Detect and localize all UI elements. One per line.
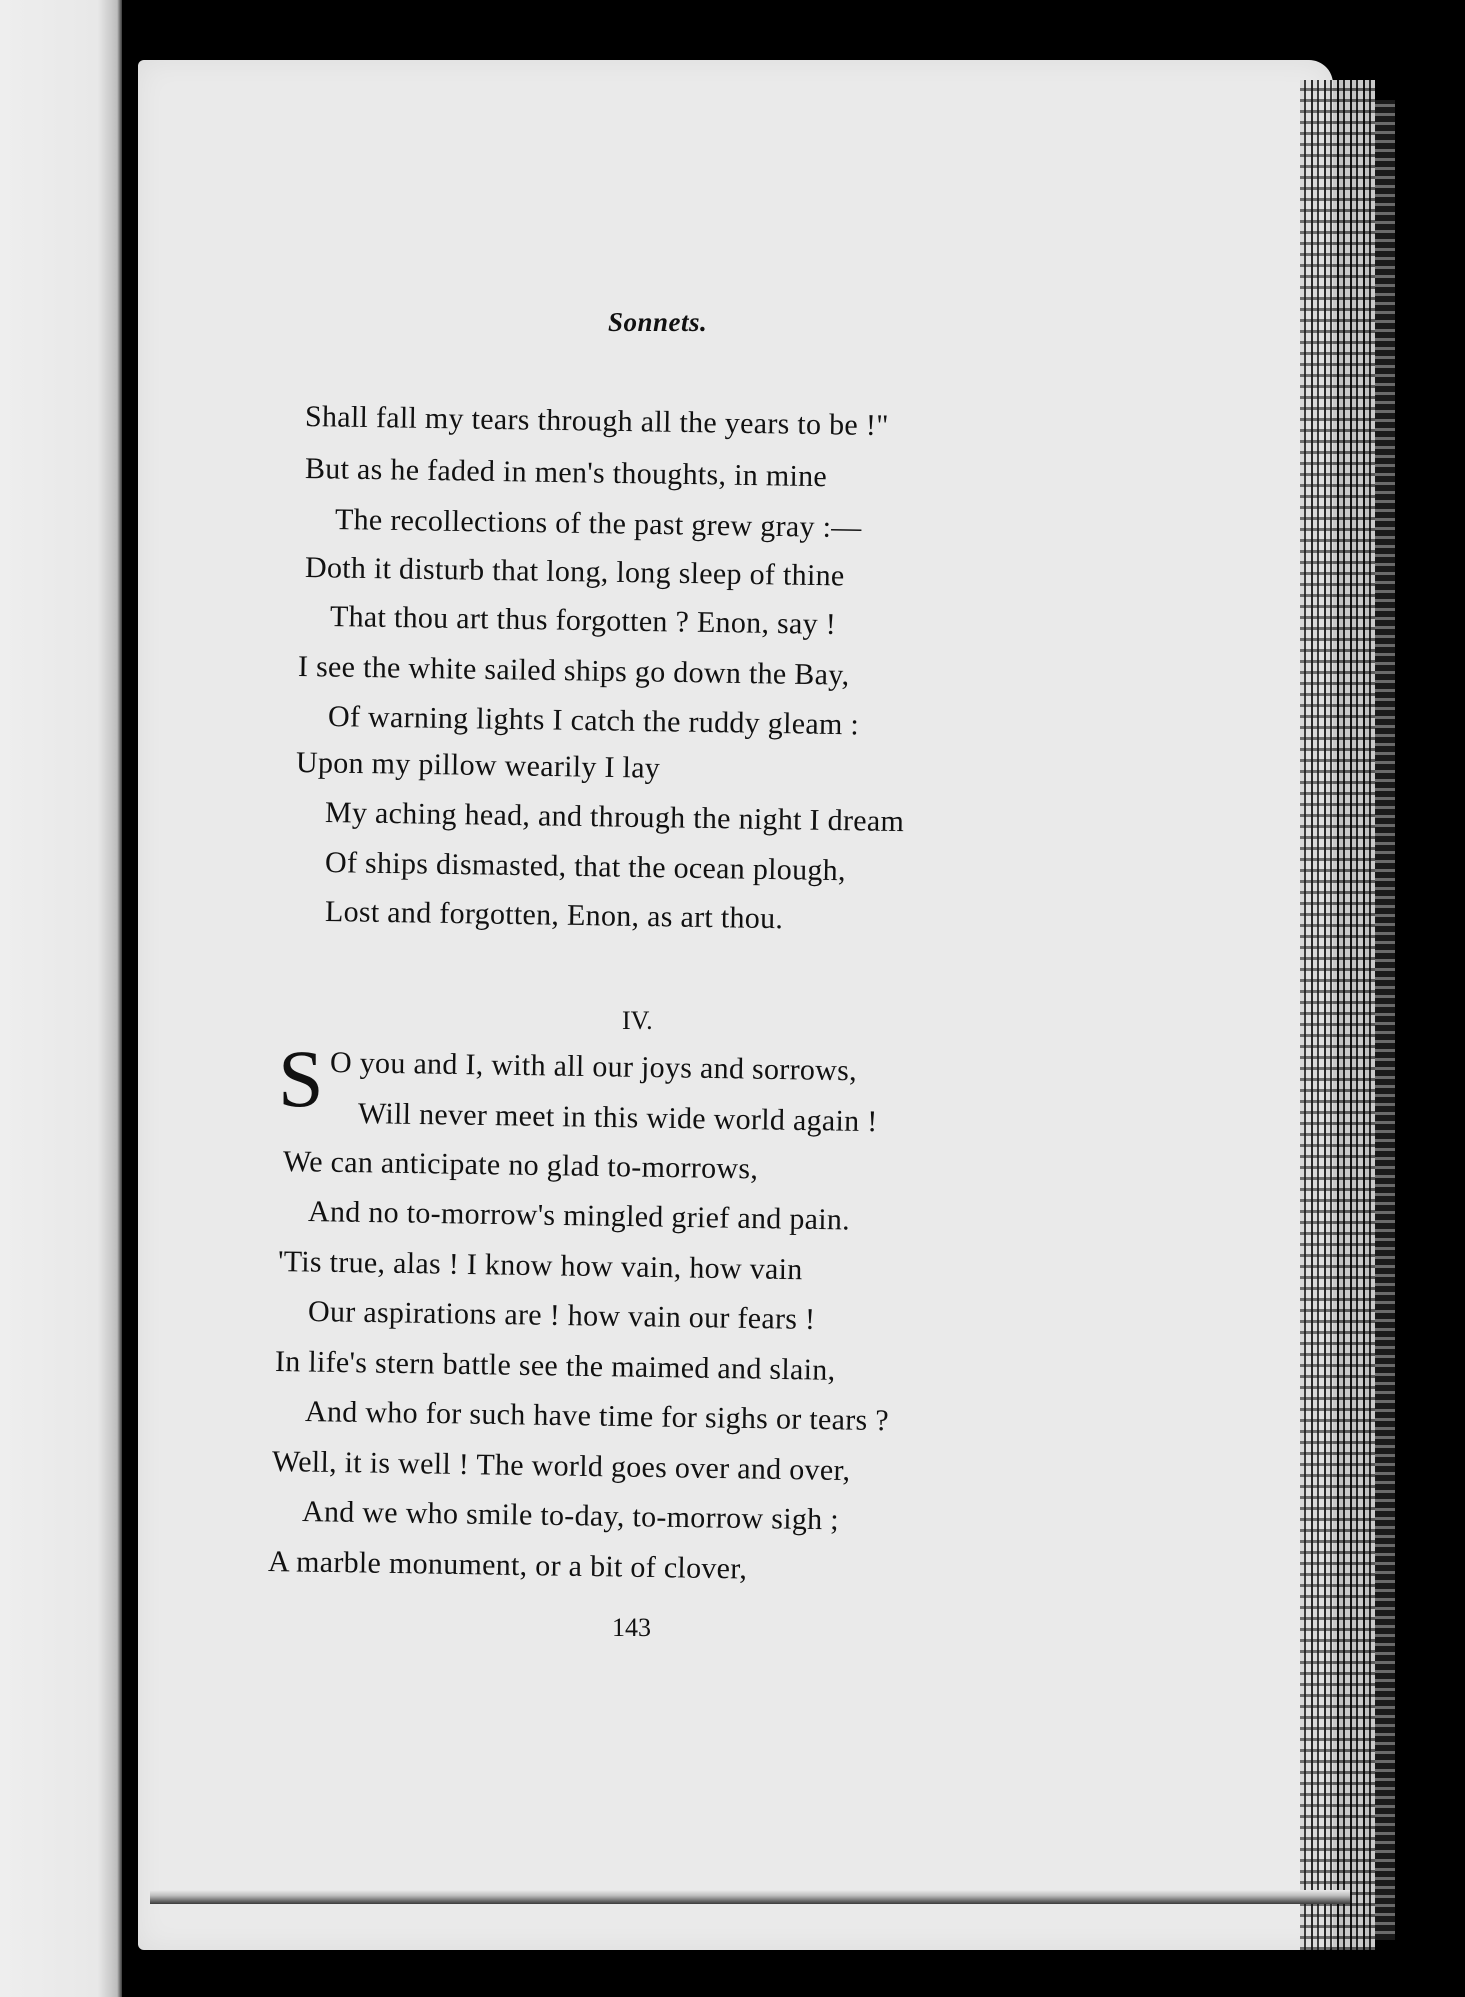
poem-line: Of ships dismasted, that the ocean plough, — [324, 846, 847, 888]
drop-cap: S — [278, 1033, 324, 1124]
poem-line: The recollections of the past grew gray :— — [334, 503, 862, 545]
sonnet-number: IV. — [622, 1006, 653, 1035]
poem-line: But as he faded in men's thoughts, in mine — [304, 452, 828, 494]
book-page — [138, 60, 1333, 1950]
poem-line: Of warning lights I catch the ruddy gleam : — [327, 700, 860, 742]
poem-line: In life's stern battle see the maimed and slain, — [274, 1345, 836, 1387]
page-number: 143 — [612, 1613, 651, 1642]
poem-line: And who for such have time for sighs or tears ? — [304, 1395, 890, 1438]
poem-line: 'Tis true, alas ! I know how vain, how vain — [277, 1245, 803, 1287]
poem-line: Upon my pillow wearily I lay — [295, 746, 661, 785]
left-page-edge — [0, 0, 122, 1997]
poem-line: I see the white sailed ships go down the Bay, — [297, 650, 850, 692]
poem-line: Well, it is well ! The world goes over and over, — [271, 1445, 851, 1488]
poem-line: A marble monument, or a bit of clover, — [267, 1545, 748, 1586]
poem-line: Will never meet in this wide world again ! — [357, 1097, 878, 1139]
page-fore-edge-shadow — [1375, 100, 1395, 1940]
running-head: Sonnets. — [608, 307, 708, 337]
poem-line: Lost and forgotten, Enon, as art thou. — [324, 895, 784, 936]
page-fore-edge — [1300, 80, 1375, 1950]
poem-line: My aching head, and through the night I dream — [324, 796, 905, 839]
poem-line: O you and I, with all our joys and sorrows, — [329, 1046, 858, 1088]
page-bottom-edge — [150, 1890, 1350, 1904]
poem-line: Doth it disturb that long, long sleep of thine — [304, 551, 845, 593]
poem-line: And we who smile to-day, to-morrow sigh ; — [301, 1495, 840, 1537]
poem-line: That thou art thus forgotten ? Enon, say ! — [329, 600, 837, 641]
poem-line: Our aspirations are ! how vain our fears ! — [307, 1295, 816, 1336]
poem-line: And no to-morrow's mingled grief and pain. — [307, 1195, 851, 1237]
poem-line: We can anticipate no glad to-morrows, — [282, 1145, 759, 1186]
poem-line: Shall fall my tears through all the years to be !" — [304, 400, 889, 443]
